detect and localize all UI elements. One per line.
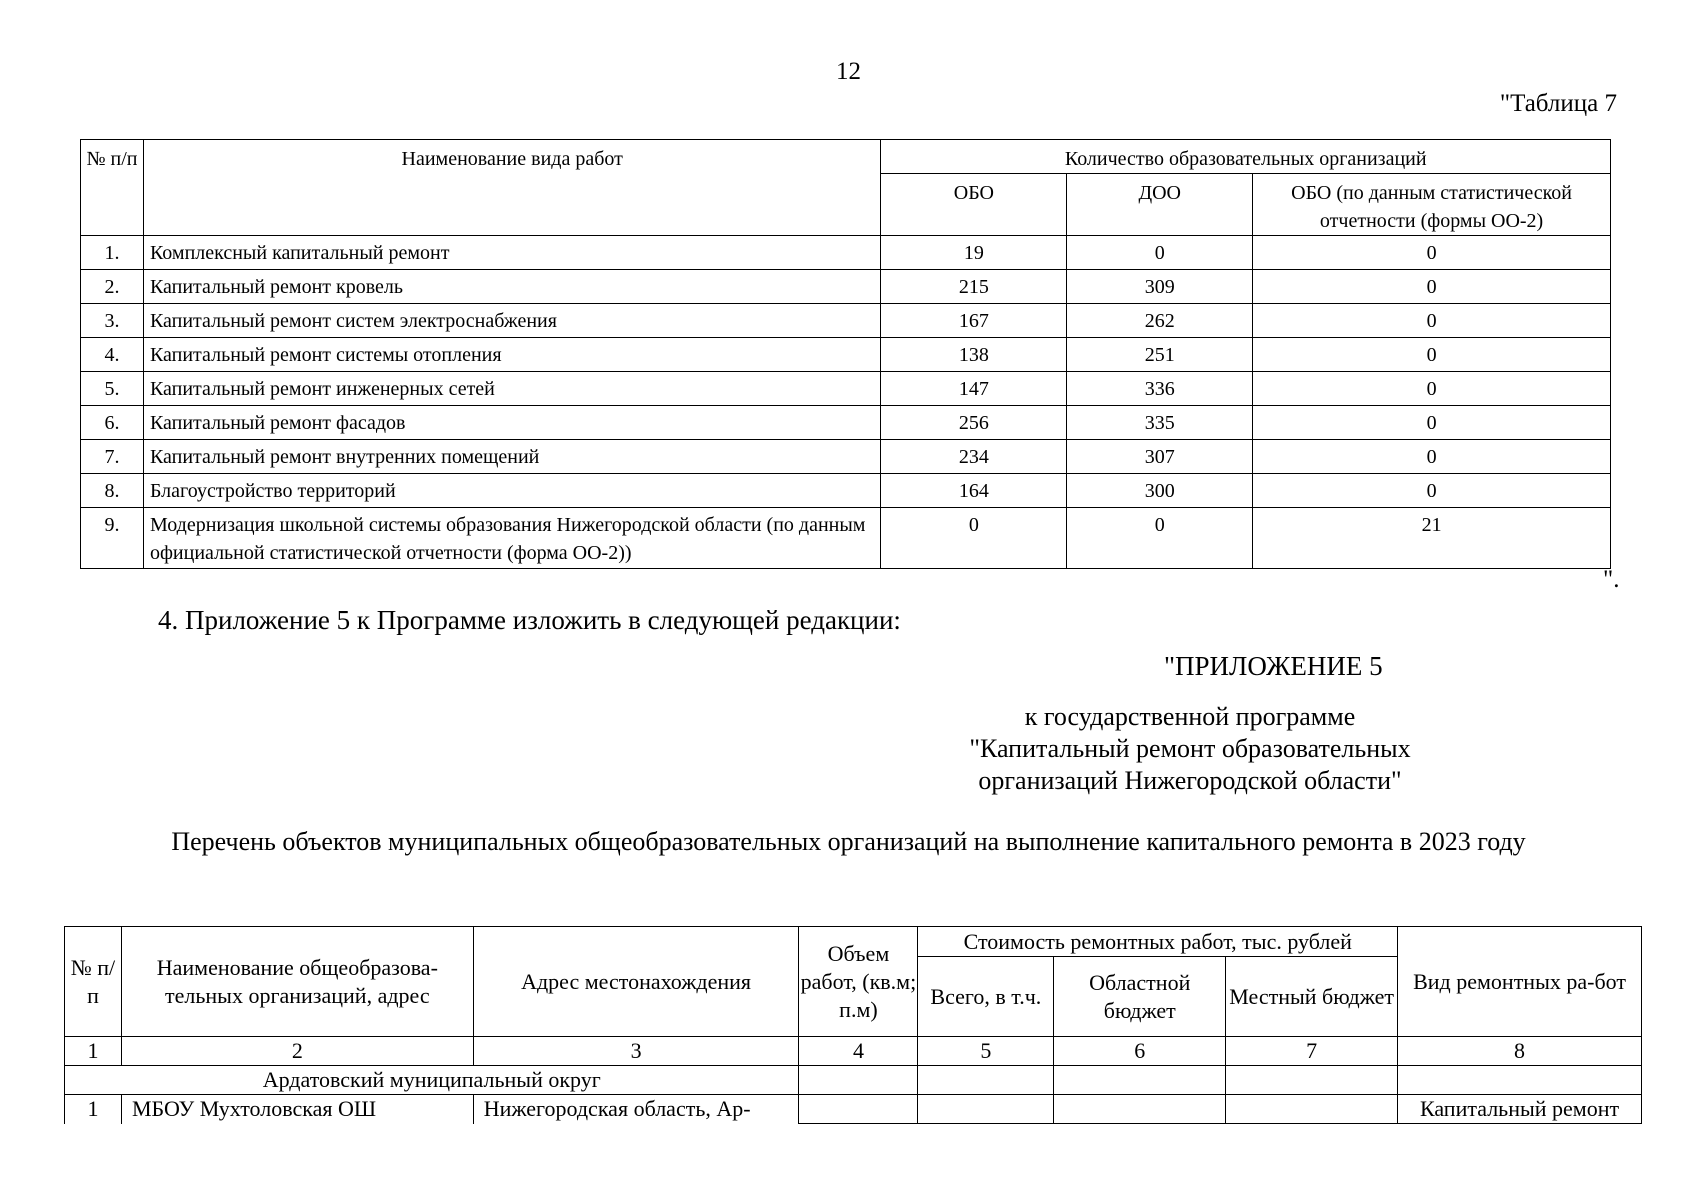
row-num: 8.: [81, 474, 144, 508]
row-doo: 0: [1067, 236, 1253, 270]
paragraph-4: 4. Приложение 5 к Программе изложить в следующей редакции:: [158, 605, 901, 635]
col-number: 2: [121, 1037, 473, 1066]
row-name: Капитальный ремонт системы отопления: [143, 338, 880, 372]
table-row: [81, 372, 1611, 406]
row-doo: 0: [1067, 508, 1253, 569]
row-num: 1.: [81, 236, 144, 270]
row-address: Нижегородская область, Ар-: [473, 1095, 799, 1124]
row-obo-stat: 21: [1253, 508, 1611, 569]
table7-header-name: Наименование вида работ: [143, 140, 880, 236]
row-obo: 147: [881, 372, 1067, 406]
row-num: 1: [65, 1095, 122, 1124]
table-row: [81, 440, 1611, 474]
table5-header-type: Вид ремонтных ра-бот: [1398, 927, 1642, 1037]
row-name: Капитальный ремонт фасадов: [143, 406, 880, 440]
row-name: Капитальный ремонт инженерных сетей: [143, 372, 880, 406]
table7: [80, 139, 1611, 569]
row-obo: 164: [881, 474, 1067, 508]
row-doo: 336: [1067, 372, 1253, 406]
col-number: 6: [1054, 1037, 1226, 1066]
row-obo: 234: [881, 440, 1067, 474]
table5-header-name: Наименование общеобразова-тельных организаций, адрес: [121, 927, 473, 1037]
row-name: Капитальный ремонт систем электроснабжения: [143, 304, 880, 338]
table7-header-num: № п/п: [81, 140, 144, 236]
row-obo-stat: 0: [1253, 372, 1611, 406]
row-doo: 300: [1067, 474, 1253, 508]
table-row: [81, 406, 1611, 440]
row-type: Капитальный ремонт: [1398, 1095, 1642, 1124]
table-row: [81, 270, 1611, 304]
col-number: 5: [918, 1037, 1054, 1066]
table5: [64, 926, 1642, 1124]
row-num: 7.: [81, 440, 144, 474]
page-number: 12: [836, 58, 861, 85]
table-row: [81, 236, 1611, 270]
empty-cell: [1398, 1066, 1642, 1095]
row-obo: 19: [881, 236, 1067, 270]
row-name: Комплексный капитальный ремонт: [143, 236, 880, 270]
row-obo: 0: [881, 508, 1067, 569]
row-doo: 251: [1067, 338, 1253, 372]
row-num: 6.: [81, 406, 144, 440]
table-row: [65, 1095, 1642, 1124]
table7-header-group: Количество образовательных организаций: [881, 140, 1611, 174]
row-obo-stat: 0: [1253, 304, 1611, 338]
table-row: [81, 304, 1611, 338]
row-obo-stat: 0: [1253, 236, 1611, 270]
row-num: 2.: [81, 270, 144, 304]
table5-header-volume: Объем работ, (кв.м; п.м): [799, 927, 918, 1037]
table7-header-obo-stat: ОБО (по данным статистической отчетности (формы ОО-2): [1253, 174, 1611, 236]
row-obo-stat: 0: [1253, 270, 1611, 304]
row-num: 3.: [81, 304, 144, 338]
row-obo-stat: 0: [1253, 338, 1611, 372]
row-regional: [1054, 1095, 1226, 1124]
document-title: Перечень объектов муниципальных общеобразовательных организаций на выполнение капитального ремонта в 2023 году: [171, 827, 1526, 856]
row-total: [918, 1095, 1054, 1124]
empty-cell: [1054, 1066, 1226, 1095]
table-row: [81, 508, 1611, 569]
table7-header-doo: ДОО: [1067, 174, 1253, 236]
row-name: Капитальный ремонт кровель: [143, 270, 880, 304]
row-doo: 309: [1067, 270, 1253, 304]
table7-header-obo: ОБО: [881, 174, 1067, 236]
empty-cell: [918, 1066, 1054, 1095]
row-obo-stat: 0: [1253, 406, 1611, 440]
table5-header-regional: Областной бюджет: [1054, 957, 1226, 1037]
row-obo-stat: 0: [1253, 440, 1611, 474]
col-number: 7: [1226, 1037, 1398, 1066]
row-doo: 307: [1067, 440, 1253, 474]
table5-header-num: № п/п: [65, 927, 122, 1037]
appendix-subtitle: к государственной программе "Капитальный ремонт образовательных организаций Нижегородской области": [969, 702, 1411, 795]
table5-header-total: Всего, в т.ч.: [918, 957, 1054, 1037]
table-row: [81, 338, 1611, 372]
table7-end-quote: ".: [1603, 566, 1620, 593]
table-row: [81, 474, 1611, 508]
table5-header-local: Местный бюджет: [1226, 957, 1398, 1037]
row-name: Капитальный ремонт внутренних помещений: [143, 440, 880, 474]
row-local: [1226, 1095, 1398, 1124]
col-number: 4: [799, 1037, 918, 1066]
row-name: Благоустройство территорий: [143, 474, 880, 508]
table5-header-cost-group: Стоимость ремонтных работ, тыс. рублей: [918, 927, 1398, 957]
row-name: МБОУ Мухтоловская ОШ: [121, 1095, 473, 1124]
group-row: [65, 1066, 1642, 1095]
row-num: 5.: [81, 372, 144, 406]
table7-caption: "Таблица 7: [1499, 90, 1617, 117]
row-obo: 167: [881, 304, 1067, 338]
row-obo: 215: [881, 270, 1067, 304]
appendix-title: "ПРИЛОЖЕНИЕ 5: [1164, 651, 1383, 681]
row-obo: 138: [881, 338, 1067, 372]
row-obo-stat: 0: [1253, 474, 1611, 508]
col-number: 1: [65, 1037, 122, 1066]
empty-cell: [799, 1066, 918, 1095]
row-num: 9.: [81, 508, 144, 569]
row-obo: 256: [881, 406, 1067, 440]
col-number: 8: [1398, 1037, 1642, 1066]
row-volume: [799, 1095, 918, 1124]
row-doo: 262: [1067, 304, 1253, 338]
row-name: Модернизация школьной системы образования Нижегородской области (по данным официальной статистической отчетности (форма ОО-2)): [143, 508, 880, 569]
column-number-row: [65, 1037, 1642, 1066]
table5-header-address: Адрес местонахождения: [473, 927, 799, 1037]
row-doo: 335: [1067, 406, 1253, 440]
empty-cell: [1226, 1066, 1398, 1095]
row-num: 4.: [81, 338, 144, 372]
group-label: Ардатовский муниципальный округ: [65, 1066, 799, 1095]
col-number: 3: [473, 1037, 799, 1066]
